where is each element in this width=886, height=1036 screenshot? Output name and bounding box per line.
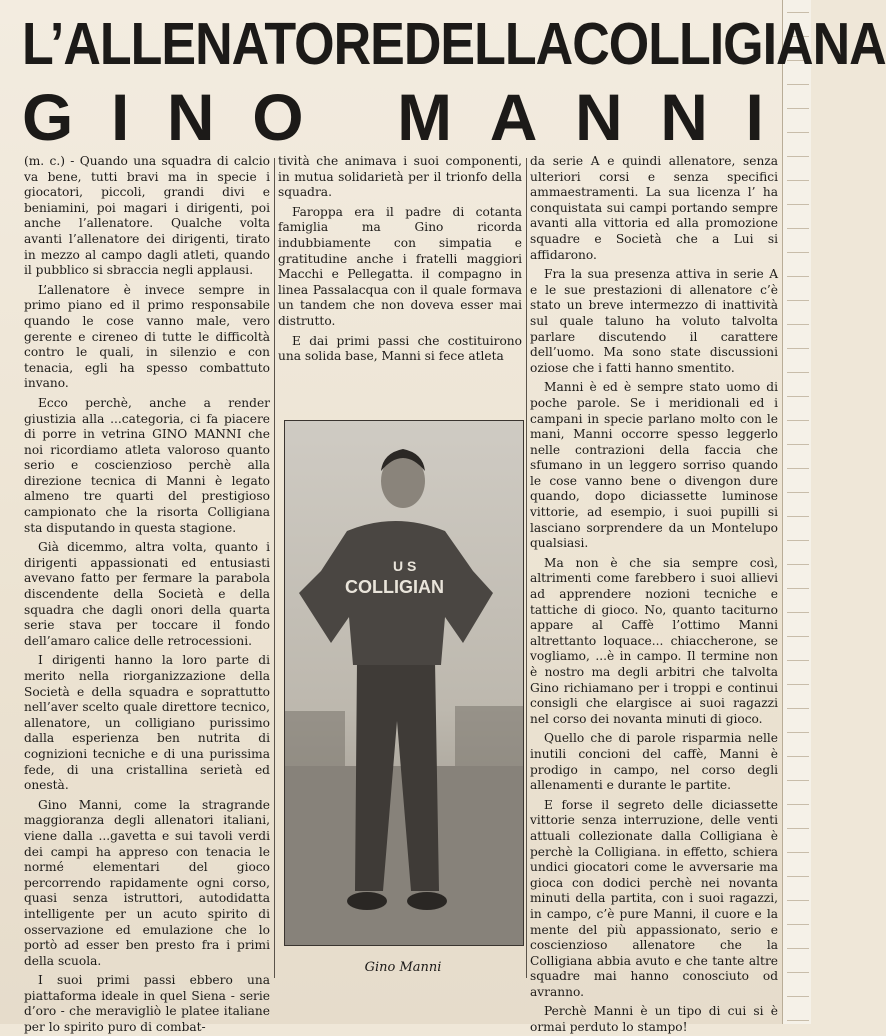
margin-rule-line [787, 900, 809, 901]
margin-rule-line [787, 972, 809, 973]
column-rule [526, 158, 527, 978]
margin-rule-line [787, 204, 809, 205]
margin-rule-line [787, 228, 809, 229]
paragraph: Manni è ed è sempre stato uomo di poche parole. Se i meridionali ed i campani in specie parlano molto con le mani, Manni occorre spesso leggerlo nelle contrazioni della faccia che sfumano in un leggero sorriso quando le cose vanno bene o divengon dure quando, dopo diciassette luminose vittorie, ad esempio, i suoi pupilli si lasciano sorprendere da un Montelupo qualsiasi. [530, 380, 778, 551]
paragraph: I suoi primi passi ebbero una piattaforma ideale in quel Siena - serie d’oro - che meravigliò le platee italiane per lo spirito puro di combat- [24, 973, 270, 1035]
article-column-2 [278, 154, 522, 404]
paragraph: Quello che di parole risparmia nelle inutili concioni del caffè, Manni è prodigo in campo, nel corso degli allenamenti e durante le partite. [530, 731, 778, 793]
margin-rule-line [787, 1020, 809, 1021]
player-photo [284, 420, 524, 946]
paragraph: (m. c.) - Quando una squadra di calcio va bene, tutti bravi ma in specie i giocatori, piccoli, grandi divi e beniamini, poi magari i dirigenti, poi anche l’allenatore. Qualche volta avanti l’allenatore dei dirigenti, tirato in mezzo al campo dagli atleti, quando il pubblico si sbraccia negli applausi. [24, 154, 270, 278]
paragraph: tività che animava i suoi componenti, in mutua solidarietà per il trionfo della squadra. [278, 154, 522, 200]
margin-rule-line [787, 492, 809, 493]
headline-letter: A [489, 80, 552, 154]
player-photo-illustration [285, 421, 523, 945]
paragraph: Perchè Manni è un tipo di cui si è ormai perduto lo stampo! [530, 1004, 778, 1035]
margin-rule-line [787, 276, 809, 277]
headline-gap [341, 84, 373, 150]
paragraph: Faroppa era il padre di cotanta famiglia ma Gino ricorda indubbiamente con simpatia e gratitudine anche i fratelli maggiori Macchi e Pellegatta. il compagno in linea Passalacqua con il quale formava un tandem che non doveva esser mai distrutto. [278, 204, 522, 328]
headline-word: L’ALLENATORE [22, 10, 404, 78]
photo-caption: Gino Manni [364, 960, 442, 975]
headline-letter: I [745, 80, 778, 154]
margin-rule-line [787, 924, 809, 925]
margin-rule-line [787, 996, 809, 997]
margin-rule-line [787, 732, 809, 733]
headline-letter: N [574, 80, 637, 154]
margin-rule-line [787, 612, 809, 613]
headline-letter: G [22, 80, 88, 154]
paragraph: da serie A e quindi allenatore, senza ulteriori corsi e senza specifici ammaestramenti. La sua licenza l’ ha conquistata sui campi portando sempre avanti alla vittoria ed alla promozione squadre e Società che a Lui si affidarono. [530, 154, 778, 262]
headline-line-1 [22, 4, 886, 85]
margin-rule-line [787, 708, 809, 709]
headline-line-2 [22, 80, 778, 154]
margin-rule-line [787, 660, 809, 661]
margin-rule-line [787, 804, 809, 805]
headline-word: DELLA [403, 10, 573, 78]
shirt-lettering-top: U S [393, 558, 417, 574]
paragraph: Gino Manni, come la stragrande maggioranza degli allenatori italiani, viene dalla ...gavetta e sui tavoli verdi dei campi ha appreso con tenacia le normé elementari del gioco percorrendo rapidamente ogni corso, quasi senza istruttori, autodidatta intelligente per un acuto spirito di osservazione ed emulazione che lo portò ad esser ben presto fra i primi della scuola. [24, 797, 270, 968]
paragraph: I dirigenti hanno la loro parte di merito nella riorganizzazione della Società e della squadra e soprattutto nell’aver scelto quale direttore tecnico, allenatore, un colligiano purissimo dalla esperienza ben nutrita di cognizioni tecniche e di una purissima fede, di una cristallina serietà ed onestà. [24, 653, 270, 793]
paragraph: E forse il segreto delle diciassette vittorie senza interruzione, delle venti attuali collezionate dalla Colligiana è perchè la Colligiana. in effetto, schiera undici giocatori come le avversarie ma gioca con dodici perchè nei novanta minuti della partita, con i suoi ragazzi, in campo, c’è pure Manni, il cuore e la mente del più appassionato, serio e coscienzioso allenatore che la Colligiana abbia avuto e che tante altre squadre mai hanno conosciuto od avranno. [530, 797, 778, 999]
headline-word: COLLIGIANA [572, 10, 886, 78]
margin-rule-line [787, 420, 809, 421]
margin-rule-line [787, 108, 809, 109]
page-margin-strip [782, 0, 811, 1024]
margin-rule-line [787, 756, 809, 757]
margin-rule-line [787, 396, 809, 397]
margin-rule-line [787, 948, 809, 949]
headline-letter: N [166, 80, 229, 154]
paragraph: Ma non è che sia sempre così, altrimenti come farebbero i suoi allievi ad apprendere nozioni tecniche e tattiche di gioco. No, quanto taciturno appare al Caffè l’ottimo Manni altrettanto loquace... chiaccherone, se vogliamo, ...è in campo. Il termine non è nostro ma degli arbitri che talvolta Gino richiamano per i troppi e continui consigli che elargisce ai suoi ragazzi nel corso dei novanta minuti di gioco. [530, 555, 778, 726]
headline-letter: N [660, 80, 722, 154]
paragraph: Fra la sua presenza attiva in serie A e le sue prestazioni di allenatore c’è stato un breve intermezzo di inattività sul quale taluno ha voluto talvolta parlare discutendo il carattere dell’uomo. Ma sono state discussioni oziose che i fatti hanno smentito. [530, 267, 778, 375]
margin-rule-line [787, 540, 809, 541]
margin-rule-line [787, 300, 809, 301]
margin-rule-line [787, 468, 809, 469]
headline-letter: I [110, 80, 144, 154]
margin-rule-line [787, 636, 809, 637]
paragraph: L’allenatore è invece sempre in primo piano ed il primo responsabile quando le cose vanno male, vero gerente e cireneo di tutte le difficoltà contro le quali, in silenzio e con tenacia, egli ha spesso combattuto invano. [24, 282, 270, 391]
headline-letter: M [397, 80, 467, 154]
margin-rule-line [787, 180, 809, 181]
margin-rule-line [787, 588, 809, 589]
margin-rule-line [787, 828, 809, 829]
headline-letter: O [252, 80, 318, 154]
margin-rule-line [787, 156, 809, 157]
margin-rule-line [787, 444, 809, 445]
paragraph: E dai primi passi che costituirono una solida base, Manni si fece atleta [278, 333, 522, 364]
shirt-lettering-bottom: COLLIGIAN [345, 577, 444, 597]
article-column-1 [24, 154, 270, 1035]
margin-rule-line [787, 516, 809, 517]
margin-rule-line [787, 564, 809, 565]
article-column-3 [530, 154, 778, 1035]
paragraph: Già dicemmo, altra volta, quanto i dirigenti appassionati ed entusiasti avevano fatto per fermare la parabola discendente della Società e della squadra che dagli onori della quarta serie stava per toccare il fondo dell’amaro calice delle retrocessioni. [24, 540, 270, 648]
margin-rule-line [787, 684, 809, 685]
margin-rule-line [787, 348, 809, 349]
margin-rule-line [787, 876, 809, 877]
column-rule [274, 158, 275, 978]
paragraph: Ecco perchè, anche a render giustizia alla ...categoria, ci fa piacere di porre in vetrina GINO MANNI che noi ricordiamo atleta valoroso quanto serio e coscienzioso perchè alla direzione tecnica di Manni è legato almeno tre quarti del prestigioso campionato che la risorta Colligiana sta disputando in questa stagione. [24, 395, 270, 535]
margin-rule-line [787, 252, 809, 253]
margin-rule-line [787, 852, 809, 853]
margin-rule-line [787, 372, 809, 373]
margin-rule-line [787, 780, 809, 781]
margin-rule-line [787, 132, 809, 133]
margin-rule-line [787, 324, 809, 325]
